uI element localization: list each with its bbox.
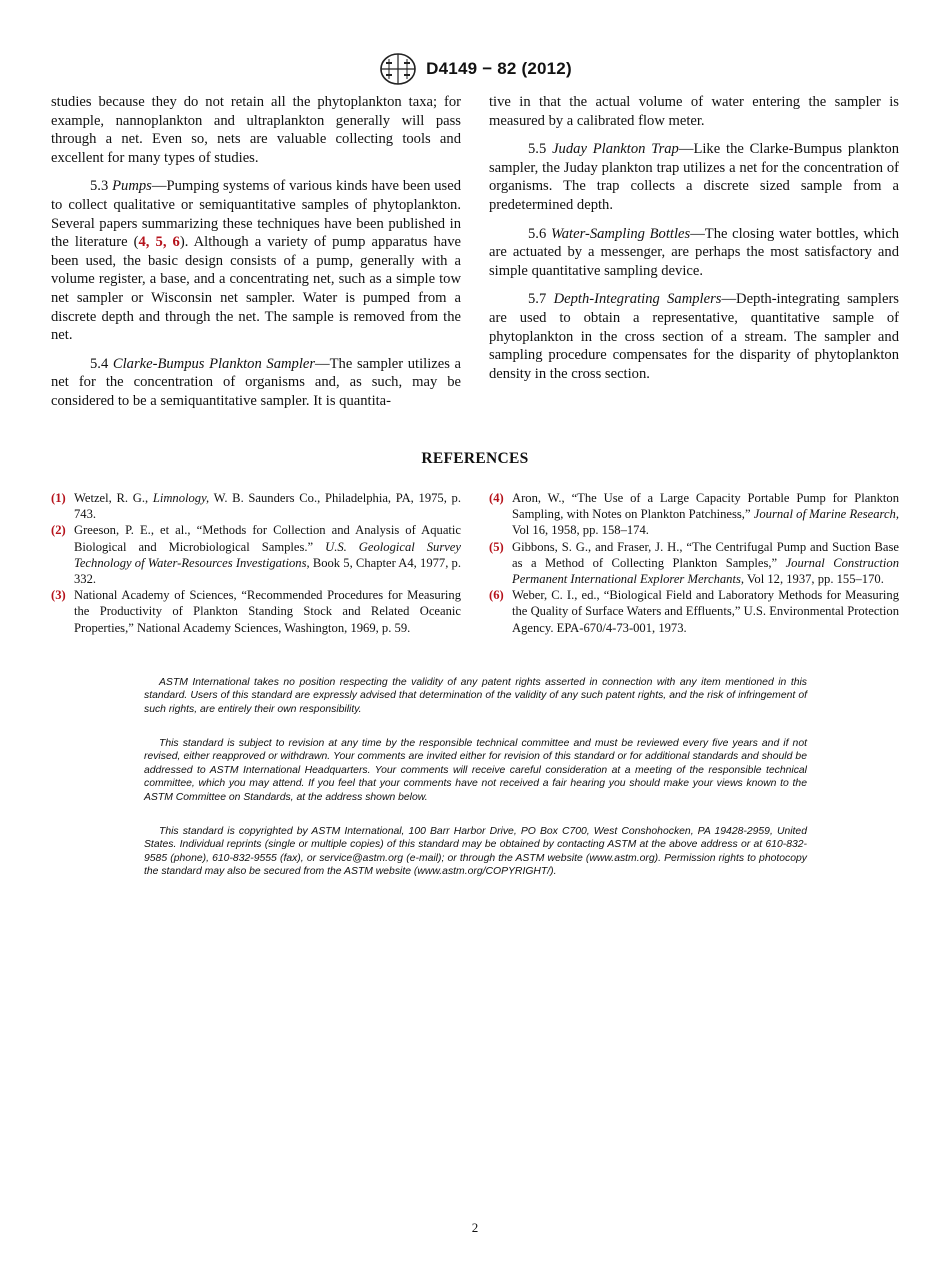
reference-number[interactable]: (3): [51, 588, 66, 603]
citation-link[interactable]: 4: [138, 234, 146, 251]
paragraph-continuation: tive in that the actual volume of water entering the sampler is measured by a calibrated flow meter.: [489, 94, 899, 129]
reference-number[interactable]: (6): [489, 588, 504, 603]
section-term: Depth-Integrating Samplers: [553, 291, 722, 308]
reference-number[interactable]: (5): [489, 539, 504, 554]
patent-notice: ASTM International takes no position respecting the validity of any patent rights asserted in connection with any item mentioned in this standard. Users of this standard are expressly advised that determination of the validity of any such patent rights, and the risk of infringement of such rights, are entirely their own responsibility.: [144, 677, 807, 715]
copyright-notice: This standard is copyrighted by ASTM International, 100 Barr Harbor Drive, PO Box C700, West Conshohocken, PA 19428-2959, United States. Individual reprints (single or multiple copies) of this standard may be obtained by contacting ASTM at the above address or at 610-832-9585 (phone), 610-832-9555 (fax), or service@astm.org (e-mail); or through the ASTM website (www.astm.org). Permission rights to photocopy the standard may also be secured from the ASTM website (www.astm.org/COPYRIGHT/).: [144, 826, 807, 878]
reference-number[interactable]: (2): [51, 523, 66, 538]
reference-number[interactable]: (4): [489, 491, 504, 505]
paragraph-continuation: studies because they do not retain all the phytoplankton taxa; for example, nannoplankton and ultraplankton generally will pass through a net. Even so, nets are valuable collecting tools and excellent for many types of studies.: [51, 94, 461, 166]
body-left-column: [51, 93, 461, 421]
reference-number[interactable]: (1): [51, 491, 66, 505]
section-term: Water-Sampling Bottles: [550, 225, 691, 242]
reference-item: (1) Wetzel, R. G., Limnology, W. B. Saunders Co., Philadelphia, PA, 1975, p. 743.: [51, 491, 461, 522]
references-right-column: [489, 490, 899, 636]
revision-notice: This standard is subject to revision at any time by the responsible technical committee and must be reviewed every five years and if not revised, either reapproved or withdrawn. Your comments are invited either for revision of this standard or for additional standards and should be addressed to ASTM International Headquarters. Your comments will receive careful consideration at a meeting of the responsible technical committee, which you may attend. If you feel that your comments have not received a fair hearing you should make your views known to the ASTM Committee on Standards, at the address shown below.: [144, 738, 807, 803]
references-left-column: [51, 490, 461, 636]
section-term: Clarke-Bumpus Plankton Sampler: [112, 355, 316, 372]
section-5-7: 5.7 Depth-Integrating Samplers—Depth-integrating samplers are used to obtain a representative, quantitative sample of phytoplankton in the cross section of a stream. The sampler and sampling procedure compensates for the disparity of phytoplankton density in the cross section.: [489, 291, 899, 382]
citation-link[interactable]: 6: [172, 234, 180, 251]
astm-logo-icon: [378, 52, 418, 86]
reference-item: (5) Gibbons, S. G., and Fraser, J. H., “The Centrifugal Pump and Suction Base as a Method of Collecting Plankton Samples,” Journal Construction Permanent International Explorer Merchants, Vol 12, 1937, pp. 155–170.: [489, 539, 899, 587]
document-designation: D4149 − 82 (2012): [426, 59, 572, 78]
reference-item: (4) Aron, W., “The Use of a Large Capacity Portable Pump for Plankton Sampling, with Notes on Plankton Patchiness,” Journal of Marine Research, Vol 16, 1958, pp. 158–174.: [489, 491, 899, 538]
section-term: Juday Plankton Trap: [552, 141, 679, 158]
body-right-column: [489, 93, 899, 393]
reference-item: (2) Greeson, P. E., et al., “Methods for Collection and Analysis of Aquatic Biological and Microbiological Samples.” U.S. Geological Survey Technology of Water-Resources Investigations, Book 5, Chapter A4, 1977, p. 332.: [51, 523, 461, 587]
section-5-4: 5.4 Clarke-Bumpus Plankton Sampler—The sampler utilizes a net for the concentration of organisms and, as such, may be considered to be a semiquantitative sampler. It is quantita-: [51, 355, 461, 409]
section-5-3: 5.3 Pumps—Pumping systems of various kinds have been used to collect qualitative or semiquantitative samples of phytoplankton. Several papers summarizing these techniques have been published in the literature (4, 5, 6). Although a variety of pump apparatus have been used, the basic design consists of a pump, generally with a volume register, a base, and a concentrating net, such as a simple tow net sampler or Wisconsin net sampler. Water is pumped from a discrete depth and through the net. The sample is removed from the net.: [51, 178, 462, 344]
reference-item: (3) National Academy of Sciences, “Recommended Procedures for Measuring the Productivity of Plankton Standing Stock and Related Oceanic Properties,” National Academy Sciences, Washington, 1969, p. 59.: [51, 588, 461, 635]
section-term: Pumps: [112, 178, 152, 195]
references-heading: REFERENCES: [421, 450, 529, 467]
section-5-6: 5.6 Water-Sampling Bottles—The closing water bottles, which are actuated by a messenger, are perhaps the most satisfactory and simple quantitative sampling device.: [489, 225, 899, 279]
page-header: [0, 52, 950, 86]
section-5-5: 5.5 Juday Plankton Trap—Like the Clarke-Bumpus plankton sampler, the Juday plankton trap utilizes a net for the concentration of organisms. The trap collects a discrete sized sample from a predetermined depth.: [489, 141, 899, 213]
page-number: 2: [471, 1220, 479, 1235]
citation-link[interactable]: 5: [155, 234, 163, 251]
reference-item: (6) Weber, C. I., ed., “Biological Field and Laboratory Methods for Measuring the Quality of Surface Waters and Effluents,” U.S. Environmental Protection Agency. EPA-670/4-73-001, 1973.: [489, 588, 899, 635]
